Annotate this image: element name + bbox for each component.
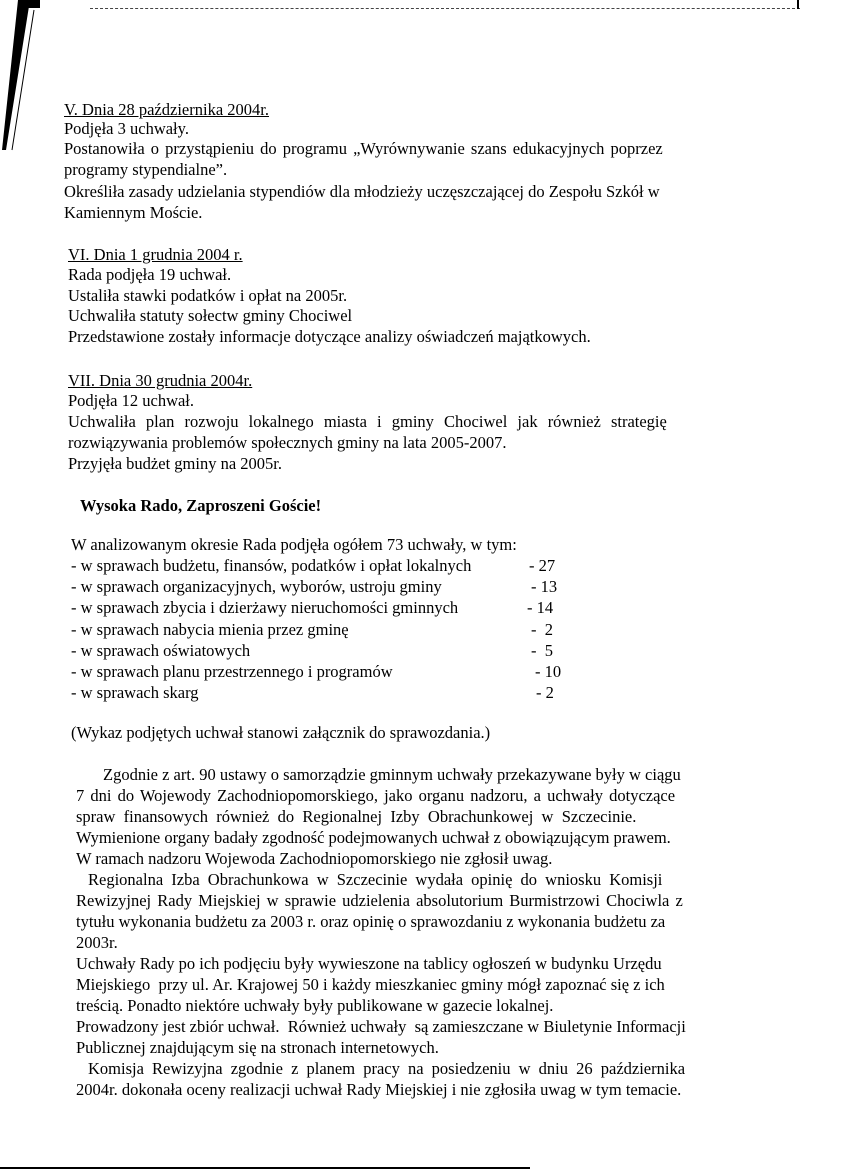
section-v-line: Podjęła 3 uchwały. (64, 119, 189, 138)
body-line: tytułu wykonania budżetu za 2003 r. oraz opinię o sprawozdaniu z wykonania budżetu za (76, 912, 666, 931)
section-vii-line: Przyjęła budżet gminy na 2005r. (68, 454, 282, 473)
scan-mark-top-right (797, 0, 799, 9)
section-v-line: Określiła zasady udzielania stypendiów dla młodzieży uczęszczającej do Zespołu Szkół w (64, 182, 660, 201)
body-line: 2004r. dokonała oceny realizacji uchwał Rady Miejskiej i nie zgłosiła uwag w tym temacie. (76, 1080, 682, 1099)
greeting-heading: Wysoka Rado, Zaproszeni Goście! (80, 496, 322, 515)
summary-item-value: - 10 (535, 662, 562, 681)
body-line: spraw finansowych również do Regionalnej Izby Obrachunkowej w Szczecinie. (76, 807, 637, 826)
body-line: Regionalna Izba Obrachunkowa w Szczecinie wydała opinię do wniosku Komisji (88, 870, 663, 889)
summary-item-label: - w sprawach oświatowych (71, 641, 251, 660)
body-line: Wymienione organy badały zgodność podejmowanych uchwał z obowiązującym prawem. (76, 828, 671, 847)
section-vi-line: Ustaliła stawki podatków i opłat na 2005r. (68, 286, 348, 305)
summary-item-label: - w sprawach nabycia mienia przez gminę (71, 620, 349, 639)
section-vi-heading: VI. Dnia 1 grudnia 2004 r. (68, 245, 243, 264)
body-line: Uchwały Rady po ich podjęciu były wywieszone na tablicy ogłoszeń w budynku Urzędu (76, 954, 662, 973)
summary-item-value: - 2 (536, 683, 554, 702)
summary-item-value: - 27 (529, 556, 556, 575)
body-line: Publicznej znajdującym się na stronach internetowych. (76, 1038, 439, 1057)
section-vii-heading: VII. Dnia 30 grudnia 2004r. (68, 371, 253, 390)
scan-edge-bottom (0, 1167, 530, 1169)
section-v-line: Postanowiła o przystąpieniu do programu „Wyrównywanie szans edukacyjnych poprzez (64, 139, 663, 158)
summary-item-value: - 13 (531, 577, 558, 596)
summary-item-value: - 14 (527, 598, 554, 617)
body-line: Komisja Rewizyjna zgodnie z planem pracy na posiedzeniu w dniu 26 października (88, 1059, 686, 1078)
summary-item-label: - w sprawach organizacyjnych, wyborów, ustroju gminy (71, 577, 442, 596)
summary-item-label: - w sprawach budżetu, finansów, podatków i opłat lokalnych (71, 556, 472, 575)
summary-intro: W analizowanym okresie Rada podjęła ogółem 73 uchwały, w tym: (71, 535, 517, 554)
body-line: treścią. Ponadto niektóre uchwały były publikowane w gazecie lokalnej. (76, 996, 554, 1015)
summary-item-label: - w sprawach zbycia i dzierżawy nieruchomości gminnych (71, 598, 459, 617)
section-vii-line: Podjęła 12 uchwał. (68, 391, 195, 410)
section-vii-line: Uchwaliła plan rozwoju lokalnego miasta i gminy Chociwel jak również strategię (68, 412, 667, 431)
body-line: W ramach nadzoru Wojewoda Zachodniopomorskiego nie zgłosił uwag. (76, 849, 553, 868)
section-vi-line: Przedstawione zostały informacje dotyczące analizy oświadczeń majątkowych. (68, 327, 591, 346)
body-line: Prowadzony jest zbiór uchwał. Również uchwały są zamieszczane w Biuletynie Informacji (76, 1017, 686, 1036)
section-vii-line: rozwiązywania problemów społecznych gminy na lata 2005-2007. (68, 433, 507, 452)
summary-note: (Wykaz podjętych uchwał stanowi załącznik do sprawozdania.) (71, 723, 491, 742)
scan-edge-left (0, 0, 40, 160)
summary-item-label: - w sprawach planu przestrzennego i programów (71, 662, 393, 681)
summary-item-value: - 5 (531, 641, 553, 660)
section-v-line: Kamiennym Moście. (64, 203, 203, 222)
section-vi-line: Rada podjęła 19 uchwał. (68, 265, 232, 284)
body-line: Rewizyjnej Rady Miejskiej w sprawie udzielenia absolutorium Burmistrzowi Chociwla z (76, 891, 683, 910)
body-line: 2003r. (76, 933, 118, 952)
summary-item-label: - w sprawach skarg (71, 683, 199, 702)
section-v-heading: V. Dnia 28 października 2004r. (64, 100, 269, 119)
body-line: Miejskiego przy ul. Ar. Krajowej 50 i każdy mieszkaniec gminy mógł zapoznać się z ich (76, 975, 665, 994)
body-line: Zgodnie z art. 90 ustawy o samorządzie gminnym uchwały przekazywane były w ciągu (103, 765, 681, 784)
section-vi-line: Uchwaliła statuty sołectw gminy Chociwel (68, 306, 353, 325)
body-line: 7 dni do Wojewody Zachodniopomorskiego, jako organu nadzoru, a uchwały dotyczące (76, 786, 676, 805)
section-v-line: programy stypendialne”. (64, 160, 228, 179)
scan-edge-top (90, 8, 800, 9)
summary-item-value: - 2 (531, 620, 553, 639)
